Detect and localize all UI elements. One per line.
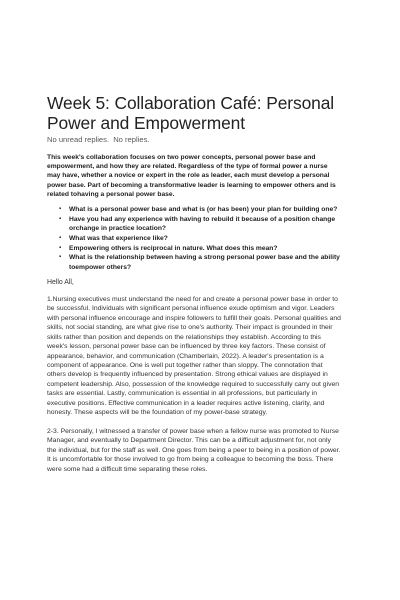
bullet-icon: ▪ [59,206,62,213]
prompt-questions [47,205,342,272]
reply-paragraph: 1.Nursing executives must understand the need for and create a personal power base in order to be successful. Individuals with significant personal influence exude optimism and vigor. Leaders with personal influence encourage and inspire followers to fulfill their goals. Personal qualities and skills, not social standing, are what give rise to one's authority. Their impact is grounded in their skills rather than position and depends on the relationships they establish. According to this week's lesson, personal power base can be influenced by three key factors. These consist of appearance, behavior, and communication (Chamberlain, 2022). A leader's presentation is a component of appearance. One is well put together rather than sloppy. The connotation that others develop is frequently influenced by presentation. Strong ethical values are displayed in competent leadership. Also, possession of the knowledge required to successfully carry out given tasks are essential. Lastly, communication is essential in all professions, but particularly in executive positions. Effective communication in a leader requires active listening, clarity, and honesty. These aspects will be the foundation of my power-base strategy. [47,295,341,417]
prompt-intro: This week's collaboration focuses on two power concepts, personal power base and empowerment, and how they are related. Regardless of the type of formal power a nurse may have, whether a novice or expert in the role as leader, each must develop a personal power base. Part of becoming a transformative leader is learning to empower others and is related tohaving a personal power base. [47,154,336,198]
bullet-icon: ▪ [59,215,62,222]
unread-replies-label: No unread replies. [47,135,110,144]
bullet-icon: ▪ [59,254,62,261]
reply-greeting: Hello All, [47,278,74,286]
bullet-icon: ▪ [59,244,62,251]
post-meta [47,135,342,144]
question-item: ▪ What was that experience like? [59,234,168,242]
reply-paragraph: 2-3. Personally, I witnessed a transfer of power base when a fellow nurse was promoted to Nurse Manager, and eventually to Department Director. This can be a difficult adjustment for, not only the individual, but for the staff as well. One goes from being a peer to being in a position of power. It is uncomfortable for those involved to go from being a colleague to becoming the boss. There were some had a difficult time separating these roles. [47,427,341,473]
question-item: ▪ What is the relationship between having a strong personal power base and the ability toempower others? [59,254,340,271]
bullet-icon: ▪ [59,234,62,241]
question-item: ▪ Empowering others is reciprocal in nature. What does this mean? [59,244,278,252]
question-item: ▪ What is a personal power base and what is (or has been) your plan for building one? [59,206,338,214]
replies-count-label: No replies. [113,135,150,144]
question-item: ▪ Have you had any experience with having to rebuild it because of a position change orchange in practice location? [59,215,336,233]
page-title: Week 5: Collaboration Café: Personal Power and Empowerment [47,93,335,133]
